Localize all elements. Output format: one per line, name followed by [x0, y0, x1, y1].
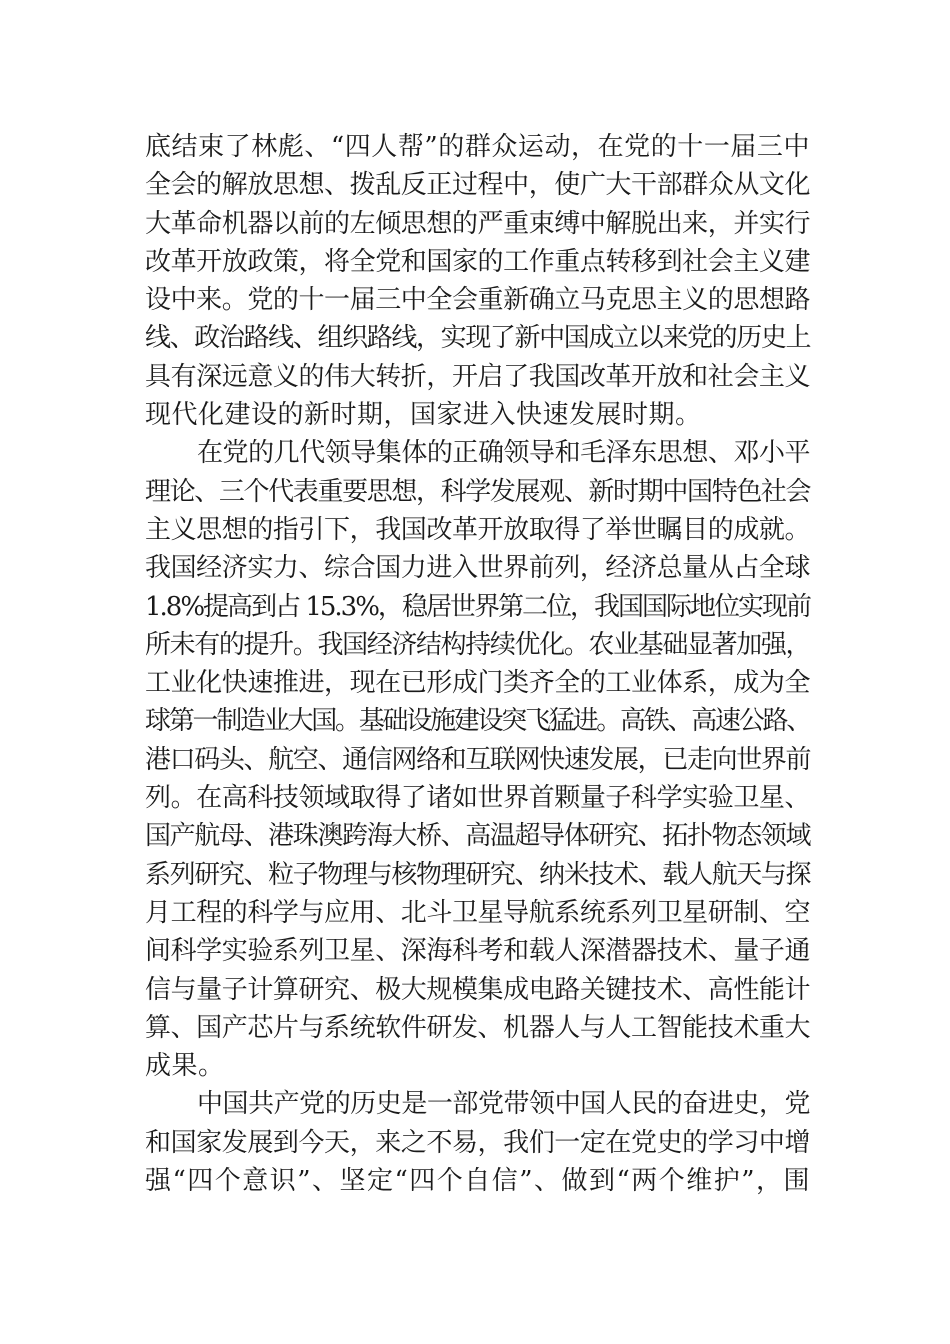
paragraph-3 — [145, 1085, 810, 1200]
text-line: 中国共产党的历史是一部党带领中国人民的奋进史，党 — [197, 1089, 810, 1120]
text-line: 主义思想的指引下，我国改革开放取得了举世瞩目的成就。 — [145, 514, 810, 545]
text-line: 球第一制造业大国。基础设施建设突飞猛进。高铁、高速公路、 — [145, 706, 811, 737]
text-line: 月工程的科学与应用、北斗卫星导航系统系列卫星研制、空 — [145, 897, 810, 928]
text-line: 底结束了林彪、“四人帮”的群众运动，在党的十一届三中 — [145, 132, 810, 162]
text-line: 具有深远意义的伟大转折，开启了我国改革开放和社会主义 — [145, 361, 810, 392]
text-line: 理论、三个代表重要思想，科学发展观、新时期中国特色社会 — [145, 476, 810, 507]
text-line: 改革开放政策，将全党和国家的工作重点转移到社会主义建 — [145, 246, 810, 277]
text-line: 系列研究、粒子物理与核物理研究、纳米技术、载人航天与探 — [145, 859, 810, 890]
text-line: 大革命机器以前的左倾思想的严重束缚中解脱出来，并实行 — [145, 208, 810, 239]
text-line: 工业化快速推进，现在已形成门类齐全的工业体系，成为全 — [145, 668, 810, 699]
text-line: 列。在高科技领域取得了诸如世界首颗量子科学实验卫星、 — [145, 783, 810, 814]
text-line: 国产航母、港珠澳跨海大桥、高温超导体研究、拓扑物态领域 — [145, 821, 810, 852]
text-line: 强“四个意识”、坚定“四个自信”、做到“两个维护”，围 — [145, 1166, 810, 1197]
text-line: 线、政治路线、组织路线，实现了新中国成立以来党的历史上 — [145, 323, 810, 354]
text-line: 信与量子计算研究、极大规模集成电路关键技术、高性能计 — [145, 974, 810, 1005]
body-text — [145, 128, 810, 1200]
text-line: 我国经济实力、综合国力进入世界前列，经济总量从占全球 — [145, 553, 810, 584]
text-line: 全会的解放思想、拨乱反正过程中，使广大干部群众从文化 — [145, 170, 810, 201]
text-line: 算、国产芯片与系统软件研发、机器人与人工智能技术重大 — [145, 1012, 810, 1043]
text-line: 和国家发展到今天，来之不易，我们一定在党史的学习中增 — [145, 1127, 810, 1158]
text-line: 成果。 — [145, 1051, 225, 1082]
text-line: 港口码头、航空、通信网络和互联网快速发展，已走向世界前 — [145, 744, 810, 775]
paragraph-2 — [145, 434, 810, 1085]
text-line: 设中来。党的十一届三中全会重新确立马克思主义的思想路 — [145, 285, 810, 316]
text-line: 所未有的提升。我国经济结构持续优化。农业基础显著加强， — [145, 629, 810, 660]
text-line: 在党的几代领导集体的正确领导和毛泽东思想、邓小平 — [197, 438, 810, 469]
text-line: 现代化建设的新时期，国家进入快速发展时期。 — [145, 400, 702, 431]
text-line: 1.8%提高到占 15.3%，稳居世界第二位，我国国际地位实现前 — [145, 591, 810, 622]
text-line: 间科学实验系列卫星、深海科考和载人深潜器技术、量子通 — [145, 936, 810, 967]
paragraph-1 — [145, 128, 810, 434]
